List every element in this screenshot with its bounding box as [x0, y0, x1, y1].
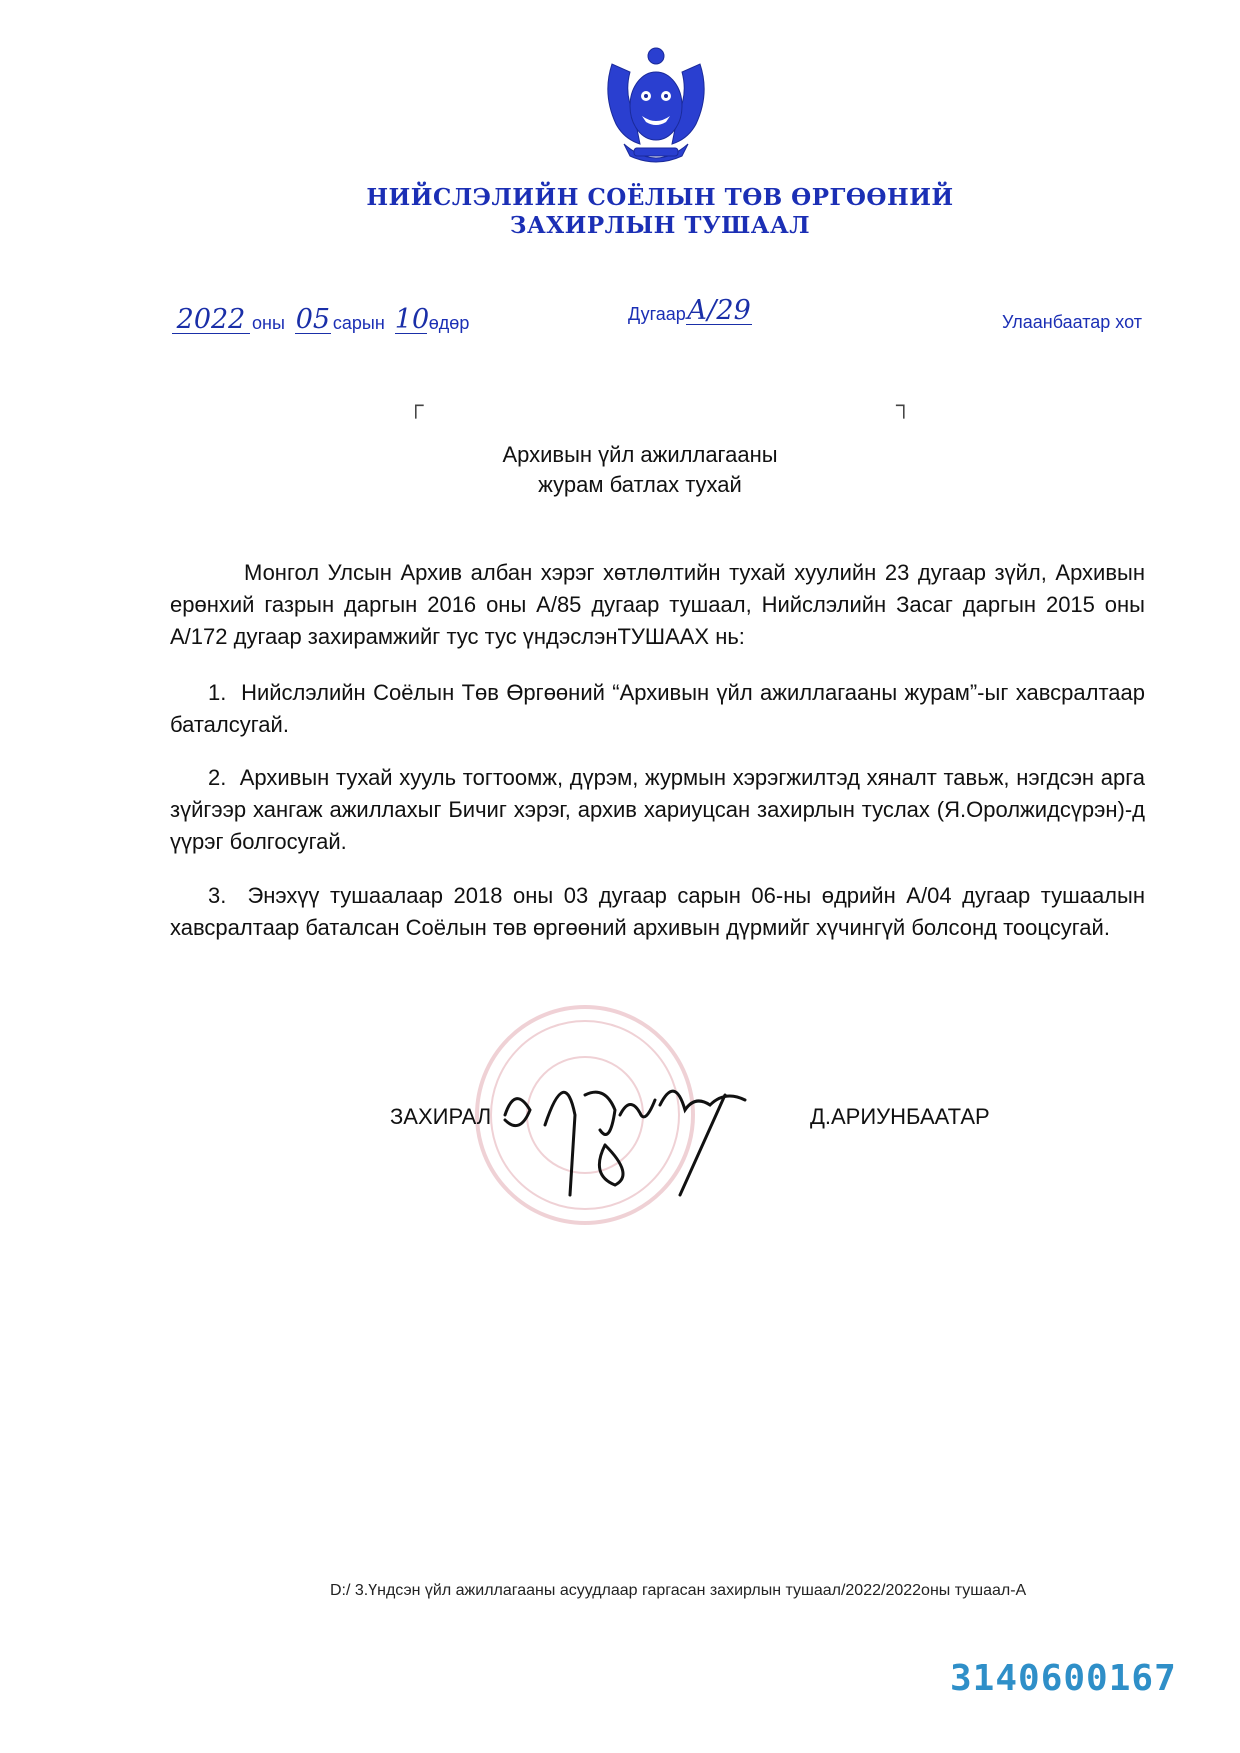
bracket-left: ┌ — [408, 392, 424, 417]
city: Улаанбаатар хот — [1002, 312, 1142, 332]
org-title-line2: ЗАХИРЛЫН ТУШААЛ — [509, 212, 811, 239]
subject-line2: журам батлах тухай — [538, 472, 742, 497]
date-year-suffix: оны — [252, 313, 285, 333]
order-number: А/29 — [686, 295, 751, 326]
date-year: 2022 — [172, 307, 250, 334]
signatory-role: ЗАХИРАЛ — [390, 1104, 492, 1129]
signatory-name: Д.АРИУНБААТАР — [810, 1104, 990, 1129]
item-3-number: 3. — [208, 883, 227, 908]
preamble-text: Монгол Улсын Архив албан хэрэг хөтлөлтийн тухай хуулийн 23 дугаар зүйл, Архивын ерөнхий газрын даргын 2016 оны А/85 дугаар тушаал, Нийслэлийн Засаг даргын 2015 оны А/172 дугаар захирамжийг тус тус үндэслэнТУШААХ нь: — [170, 560, 1145, 649]
item-2 — [170, 762, 1145, 858]
state-emblem-icon — [594, 44, 718, 172]
item-3 — [170, 880, 1145, 944]
order-number-label: Дугаар — [628, 304, 686, 324]
bracket-right: ┐ — [896, 392, 912, 417]
signature-icon — [495, 1055, 795, 1205]
item-1 — [170, 677, 1145, 741]
date-day-suffix: өдөр — [428, 313, 470, 333]
item-2-number: 2. — [208, 765, 227, 790]
item-3-text: Энэхүү тушаалаар 2018 оны 03 дугаар сарын 06-ны өдрийн А/04 дугаар тушаалын хавсралтаар баталсан Соёлын төв өргөөний архивын дүрмийг хүчингүй болсонд тооцсугай. — [170, 883, 1145, 940]
date-line — [172, 300, 469, 334]
file-path-footer: D:/ 3.Үндсэн үйл ажиллагааны асуудлаар гаргасан захирлын тушаал/2022/2022оны тушаал-А — [330, 1582, 1027, 1599]
date-month: 05 — [295, 304, 331, 335]
subject — [400, 440, 880, 500]
org-title-line1: НИЙСЛЭЛИЙН СОЁЛЫН ТӨВ ӨРГӨӨНИЙ — [366, 184, 954, 211]
preamble-paragraph — [170, 557, 1145, 653]
item-2-text: Архивын тухай хууль тогтоомж, дүрэм, журмын хэрэгжилтэд хяналт тавьж, нэгдсэн арга зүйгээр хангаж ажиллахыг Бичиг хэрэг, архив хариуцсан захирлын туслах (Я.Оролжидсүрэн)-д үүрэг болгосугай. — [170, 765, 1145, 854]
item-1-number: 1. — [208, 680, 227, 705]
date-day: 10 — [394, 304, 430, 335]
registration-number: 3140600167 — [950, 1658, 1177, 1699]
subject-line1: Архивын үйл ажиллагааны — [502, 442, 778, 467]
item-1-text: Нийслэлийн Соёлын Төв Өргөөний “Архивын үйл ажиллагааны журам”-ыг хавсралтаар баталсугай. — [170, 680, 1145, 737]
date-month-suffix: сарын — [332, 313, 385, 333]
order-number-line — [628, 295, 752, 326]
